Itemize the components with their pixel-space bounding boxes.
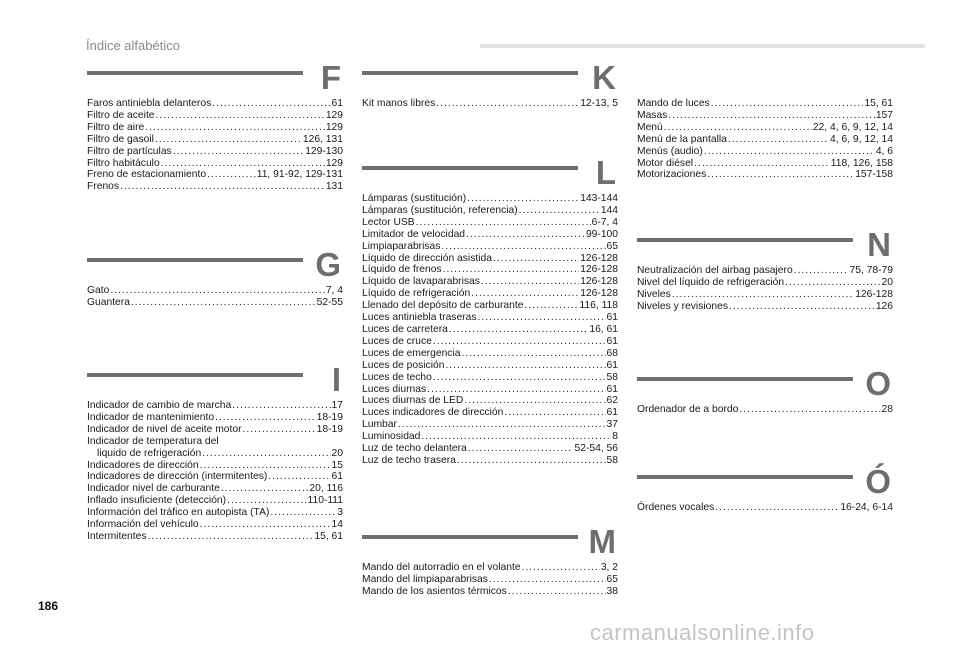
dot-leader xyxy=(445,360,605,372)
index-entry-label: Lector USB xyxy=(362,216,415,228)
dot-leader xyxy=(212,98,330,110)
index-entry-label: Líquido de lavaparabrisas xyxy=(362,276,480,288)
index-entry-label: Masas xyxy=(637,109,668,121)
index-entry-page-ref: 15, 61 xyxy=(864,98,893,109)
dot-leader xyxy=(120,181,325,193)
index-entry xyxy=(362,324,618,336)
index-entry-label: Luces de posición xyxy=(362,359,445,371)
index-entry-label: Filtro de aire xyxy=(87,121,145,133)
index-entry-page-ref: 116, 118 xyxy=(579,300,618,312)
dot-leader xyxy=(522,562,600,574)
index-entry-list xyxy=(637,502,893,514)
dot-leader xyxy=(508,586,606,598)
index-entry-label: Neutralización del airbag pasajero xyxy=(637,265,793,276)
index-entry-label: Líquido de dirección asistida xyxy=(362,252,492,264)
index-entry xyxy=(362,348,618,360)
index-entry-page-ref: 28 xyxy=(881,404,893,415)
index-entry-label: Información del tráfico en autopista (TA) xyxy=(87,507,270,519)
index-entry-label: Motorizaciones xyxy=(637,169,707,181)
index-entry xyxy=(362,336,618,348)
index-entry-page-ref: 38 xyxy=(606,585,618,597)
index-entry-label: Faros antiniebla delanteros xyxy=(87,98,212,109)
index-entry-page-ref: 52-55 xyxy=(316,296,343,308)
dot-leader xyxy=(704,146,875,158)
index-entry-label: Limpiaparabrisas xyxy=(362,240,441,252)
index-entry-page-ref: 144 xyxy=(600,204,618,216)
index-entry xyxy=(362,217,618,229)
index-entry xyxy=(362,276,618,288)
index-entry xyxy=(87,169,343,181)
index-entry-label: Mando del limpiaparabrisas xyxy=(362,573,488,585)
index-entry xyxy=(637,134,893,146)
index-entry-label: Luces de emergencia xyxy=(362,347,461,359)
index-entry xyxy=(362,395,618,407)
index-entry-page-ref: 3 xyxy=(337,507,343,519)
index-entry-page-ref: 126-128 xyxy=(580,252,618,264)
index-entry-list xyxy=(362,98,618,110)
dot-leader xyxy=(739,404,880,416)
index-entry-label: Kit manos libres xyxy=(362,98,436,109)
index-entry-page-ref: 11, 91-92, 129-131 xyxy=(256,169,343,181)
index-entry-label: Filtro habitáculo xyxy=(87,157,160,169)
index-entry-page-ref: 131 xyxy=(325,181,343,193)
index-entry-label: Filtro de partículas xyxy=(87,145,172,157)
index-entry xyxy=(362,193,618,205)
index-entry xyxy=(637,146,893,158)
index-entry-list xyxy=(637,404,893,416)
index-entry-page-ref: 65 xyxy=(606,240,618,252)
index-entry-label: Niveles y revisiones xyxy=(637,300,728,312)
index-entry xyxy=(87,400,343,412)
dot-leader xyxy=(221,483,309,495)
index-entry-list xyxy=(87,98,343,193)
index-entry xyxy=(87,519,343,531)
index-entry-list xyxy=(362,562,618,598)
index-entry-label: Mando de los asientos térmicos xyxy=(362,585,507,597)
dot-leader xyxy=(433,372,606,384)
index-entry-label: Órdenes vocales xyxy=(637,502,715,513)
index-entry-page-ref: 58 xyxy=(606,371,618,383)
section-divider-rule xyxy=(637,238,853,242)
index-entry-label: Luces antiniebla traseras xyxy=(362,312,477,324)
index-entry-label: Filtro de aceite xyxy=(87,109,155,121)
dot-leader xyxy=(711,98,864,110)
index-entry-label: Mando de luces xyxy=(637,98,710,109)
index-entry xyxy=(637,110,893,122)
index-entry-label: Luz de techo delantera xyxy=(362,443,467,455)
section-divider-rule xyxy=(637,475,853,479)
index-entry xyxy=(87,483,343,495)
index-entry xyxy=(87,110,343,122)
index-entry xyxy=(362,407,618,419)
index-entry-label: Limitador de velocidad xyxy=(362,228,466,240)
index-entry-page-ref: 6-7, 4 xyxy=(591,216,618,228)
dot-leader xyxy=(200,460,331,472)
dot-leader xyxy=(524,300,578,312)
index-entry xyxy=(362,312,618,324)
index-entry-label: Menú xyxy=(637,121,663,133)
dot-leader xyxy=(427,384,605,396)
section-divider-rule xyxy=(87,258,303,262)
index-entry-label: Niveles xyxy=(637,288,671,300)
index-entry-label: Luces de techo xyxy=(362,371,432,383)
index-entry xyxy=(87,285,343,297)
section-letter: Ó xyxy=(865,463,891,500)
index-entry-page-ref: 129 xyxy=(325,121,343,133)
index-entry-label: Indicador de temperatura del xyxy=(87,435,219,447)
dot-leader xyxy=(664,122,812,134)
index-entry-page-ref: 20, 116 xyxy=(309,483,343,495)
section-letter: M xyxy=(588,523,616,560)
dot-leader xyxy=(398,419,606,431)
index-entry xyxy=(362,586,618,598)
page-number: 186 xyxy=(38,599,59,613)
dot-leader xyxy=(268,471,330,483)
dot-leader xyxy=(202,448,330,460)
index-entry-label: Indicador de mantenimiento xyxy=(87,411,215,423)
index-entry xyxy=(362,288,618,300)
index-entry-label: Luces de cruce xyxy=(362,335,432,347)
index-entry-page-ref: 99-100 xyxy=(585,228,618,240)
index-entry xyxy=(87,495,343,507)
index-entry-page-ref: 61 xyxy=(331,98,343,109)
index-entry xyxy=(87,181,343,193)
index-entry-page-ref: 126-128 xyxy=(580,288,618,300)
dot-leader xyxy=(728,134,829,146)
index-entry xyxy=(637,277,893,289)
dot-leader xyxy=(145,122,325,134)
index-entry-page-ref: 7, 4 xyxy=(325,285,343,296)
index-entry-page-ref: 61 xyxy=(331,471,343,483)
index-entry xyxy=(87,448,343,460)
index-entry-page-ref: 52-54, 56 xyxy=(574,443,618,455)
index-entry-page-ref: 61 xyxy=(606,407,618,419)
dot-leader xyxy=(467,193,579,205)
index-entry-label: Luces diurnas xyxy=(362,383,427,395)
index-entry-page-ref: 143-144 xyxy=(580,193,618,204)
index-entry-page-ref: 8 xyxy=(612,431,618,443)
dot-leader xyxy=(466,229,585,241)
index-entry-page-ref: 18-19 xyxy=(316,411,343,423)
index-entry xyxy=(87,471,343,483)
index-entry-page-ref: 61 xyxy=(606,359,618,371)
index-entry-label: Indicador nivel de carburante xyxy=(87,483,220,495)
index-entry xyxy=(87,460,343,472)
index-entry xyxy=(87,436,343,448)
index-entry xyxy=(362,264,618,276)
index-entry-list xyxy=(87,285,343,309)
dot-leader xyxy=(715,502,839,514)
dot-leader xyxy=(461,348,605,360)
dot-leader xyxy=(161,158,325,170)
index-entry-page-ref: 61 xyxy=(606,312,618,324)
index-entry-page-ref: 16-24, 6-14 xyxy=(840,502,893,513)
dot-leader xyxy=(707,169,854,181)
dot-leader xyxy=(504,407,605,419)
section-letter: I xyxy=(331,361,341,398)
index-entry xyxy=(637,289,893,301)
index-entry-label: Lámparas (sustitución, referencia) xyxy=(362,204,518,216)
index-entry-label: Lumbar xyxy=(362,419,397,431)
section-letter: G xyxy=(315,246,341,283)
index-entry xyxy=(362,98,618,110)
index-entry-page-ref: 157 xyxy=(875,109,893,121)
index-entry xyxy=(362,419,618,431)
dot-leader xyxy=(155,134,302,146)
dot-leader xyxy=(477,312,605,324)
dot-leader xyxy=(243,424,316,436)
index-entry xyxy=(87,134,343,146)
dot-leader xyxy=(493,253,579,265)
section-letter: L xyxy=(595,154,616,191)
dot-leader xyxy=(694,158,830,170)
dot-leader xyxy=(173,146,305,158)
index-entry-page-ref: 37 xyxy=(606,419,618,431)
index-entry xyxy=(87,424,343,436)
index-entry-list xyxy=(87,400,343,543)
index-entry xyxy=(637,122,893,134)
dot-leader xyxy=(232,400,330,412)
index-entry-page-ref: 126 xyxy=(875,300,893,312)
index-entry-page-ref: 14 xyxy=(331,519,343,531)
index-entry-page-ref: 20 xyxy=(331,447,343,459)
index-entry xyxy=(637,158,893,170)
index-entry xyxy=(362,241,618,253)
dot-leader xyxy=(416,217,591,229)
index-entry-page-ref: 126-128 xyxy=(855,288,893,300)
index-entry-page-ref: 17 xyxy=(331,400,343,411)
dot-leader xyxy=(443,264,580,276)
index-entry xyxy=(87,146,343,158)
index-entry xyxy=(87,98,343,110)
dot-leader xyxy=(200,519,331,531)
dot-leader xyxy=(729,301,875,313)
dot-leader xyxy=(785,277,880,289)
dot-leader xyxy=(441,241,605,253)
index-entry xyxy=(362,229,618,241)
dot-leader xyxy=(457,455,606,467)
index-entry xyxy=(637,265,893,277)
index-entry-page-ref: 126-128 xyxy=(580,264,618,276)
dot-leader xyxy=(672,289,854,301)
index-entry xyxy=(362,253,618,265)
section-letter: O xyxy=(865,365,891,402)
page-header-title: Índice alfabético xyxy=(86,38,180,53)
index-entry-list xyxy=(637,98,893,181)
index-entry-label: liquido de refrigeración xyxy=(97,447,202,459)
index-entry xyxy=(87,412,343,424)
index-entry-label: Líquido de frenos xyxy=(362,264,442,276)
section-divider-rule xyxy=(637,377,853,381)
index-entry xyxy=(87,122,343,134)
index-entry-page-ref: 118, 126, 158 xyxy=(830,157,893,169)
dot-leader xyxy=(468,443,574,455)
index-entry-page-ref: 20 xyxy=(881,276,893,288)
index-entry-label: Nivel del líquido de refrigeración xyxy=(637,276,785,288)
index-entry-page-ref: 65 xyxy=(606,573,618,585)
index-entry-page-ref: 129-130 xyxy=(305,145,343,157)
index-entry-page-ref: 3, 2 xyxy=(600,562,618,573)
index-entry xyxy=(362,300,618,312)
section-divider-rule xyxy=(87,373,303,377)
index-entry-page-ref: 129 xyxy=(325,157,343,169)
section-letter: N xyxy=(867,226,891,263)
index-entry-label: Menú de la pantalla xyxy=(637,133,727,145)
index-entry-label: Gato xyxy=(87,285,110,296)
section-letter: F xyxy=(320,59,341,96)
index-entry-label: Indicadores de dirección xyxy=(87,459,199,471)
index-entry xyxy=(362,562,618,574)
index-entry xyxy=(362,443,618,455)
index-entry-page-ref: 58 xyxy=(606,454,618,466)
index-entry xyxy=(362,431,618,443)
index-entry-label: Menús (audio) xyxy=(637,145,703,157)
index-entry-page-ref: 15, 61 xyxy=(314,530,343,542)
index-entry-page-ref: 126, 131 xyxy=(302,133,343,145)
index-entry-page-ref: 61 xyxy=(606,335,618,347)
dot-leader xyxy=(449,324,589,336)
index-entry xyxy=(362,455,618,467)
index-entry-page-ref: 12-13, 5 xyxy=(580,98,618,109)
section-divider-rule xyxy=(362,535,578,539)
dot-leader xyxy=(156,110,325,122)
index-entry xyxy=(362,384,618,396)
index-entry-page-ref: 157-158 xyxy=(855,169,893,181)
section-divider-rule xyxy=(362,71,578,75)
index-entry-page-ref: 61 xyxy=(606,383,618,395)
index-entry xyxy=(87,531,343,543)
index-entry-page-ref: 22, 4, 6, 9, 12, 14 xyxy=(812,121,893,133)
index-entry xyxy=(637,169,893,181)
index-entry-label: Inflado insuficiente (detección) xyxy=(87,495,227,507)
index-entry-label: Indicador de cambio de marcha xyxy=(87,400,232,411)
index-entry-page-ref: 126-128 xyxy=(580,276,618,288)
dot-leader xyxy=(227,495,306,507)
index-entry-page-ref: 4, 6 xyxy=(875,145,893,157)
index-entry xyxy=(362,574,618,586)
section-divider-rule xyxy=(362,166,578,170)
watermark: carmanualsonline.info xyxy=(590,620,815,645)
index-entry-page-ref: 110-111 xyxy=(307,495,343,507)
dot-leader xyxy=(519,205,600,217)
index-entry-label: Guantera xyxy=(87,296,130,308)
index-entry-label: Información del vehículo xyxy=(87,519,199,531)
dot-leader xyxy=(207,169,256,181)
index-entry-label: Luces diurnas de LED xyxy=(362,395,464,407)
dot-leader xyxy=(471,288,579,300)
index-entry xyxy=(362,372,618,384)
index-entry-label: Indicadores de dirección (intermitentes) xyxy=(87,471,268,483)
index-entry-label: Llenado del depósito de carburante xyxy=(362,300,524,312)
dot-leader xyxy=(131,297,316,309)
dot-leader xyxy=(489,574,606,586)
index-entry-label: Luminosidad xyxy=(362,431,421,443)
index-entry-label: Lámparas (sustitución) xyxy=(362,193,467,204)
index-entry-label: Freno de estacionamiento xyxy=(87,169,207,181)
header-divider xyxy=(480,44,925,48)
index-entry-label: Mando del autorradio en el volante xyxy=(362,562,521,573)
index-entry-page-ref: 16, 61 xyxy=(589,323,618,335)
index-entry xyxy=(637,502,893,514)
index-entry xyxy=(87,158,343,170)
index-entry-page-ref: 75, 78-79 xyxy=(849,265,893,276)
dot-leader xyxy=(110,285,324,297)
index-entry-label: Luces de carretera xyxy=(362,323,448,335)
dot-leader xyxy=(148,531,314,543)
index-entry xyxy=(637,301,893,313)
index-entry-label: Motor diésel xyxy=(637,157,694,169)
dot-leader xyxy=(421,431,611,443)
index-entry xyxy=(362,360,618,372)
index-entry-label: Ordenador de a bordo xyxy=(637,404,739,415)
dot-leader xyxy=(215,412,316,424)
index-entry-page-ref: 4, 6, 9, 12, 14 xyxy=(830,133,893,145)
index-entry-list xyxy=(637,265,893,313)
section-divider-rule xyxy=(87,71,303,75)
index-entry xyxy=(637,98,893,110)
dot-leader xyxy=(668,110,874,122)
dot-leader xyxy=(481,276,579,288)
index-entry xyxy=(87,507,343,519)
dot-leader xyxy=(794,265,849,277)
index-entry-label: Filtro de gasoil xyxy=(87,133,154,145)
index-entry-label: Líquido de refrigeración xyxy=(362,288,471,300)
index-entry xyxy=(87,297,343,309)
index-entry-page-ref: 62 xyxy=(606,395,618,407)
section-letter: K xyxy=(592,59,616,96)
index-entry-label: Frenos xyxy=(87,181,120,193)
dot-leader xyxy=(464,395,605,407)
dot-leader xyxy=(433,336,606,348)
dot-leader xyxy=(436,98,579,110)
index-entry-label: Intermitentes xyxy=(87,530,147,542)
index-entry xyxy=(637,404,893,416)
index-entry-page-ref: 68 xyxy=(606,347,618,359)
index-entry xyxy=(362,205,618,217)
index-entry-label: Luz de techo trasera xyxy=(362,454,456,466)
index-entry-page-ref: 18-19 xyxy=(316,423,343,435)
index-entry-list xyxy=(362,193,618,467)
dot-leader xyxy=(270,507,336,519)
index-entry-page-ref: 129 xyxy=(325,109,343,121)
index-entry-page-ref: 15 xyxy=(331,459,343,471)
index-entry-label: Luces indicadores de dirección xyxy=(362,407,504,419)
index-entry-label: Indicador de nivel de aceite motor xyxy=(87,423,242,435)
